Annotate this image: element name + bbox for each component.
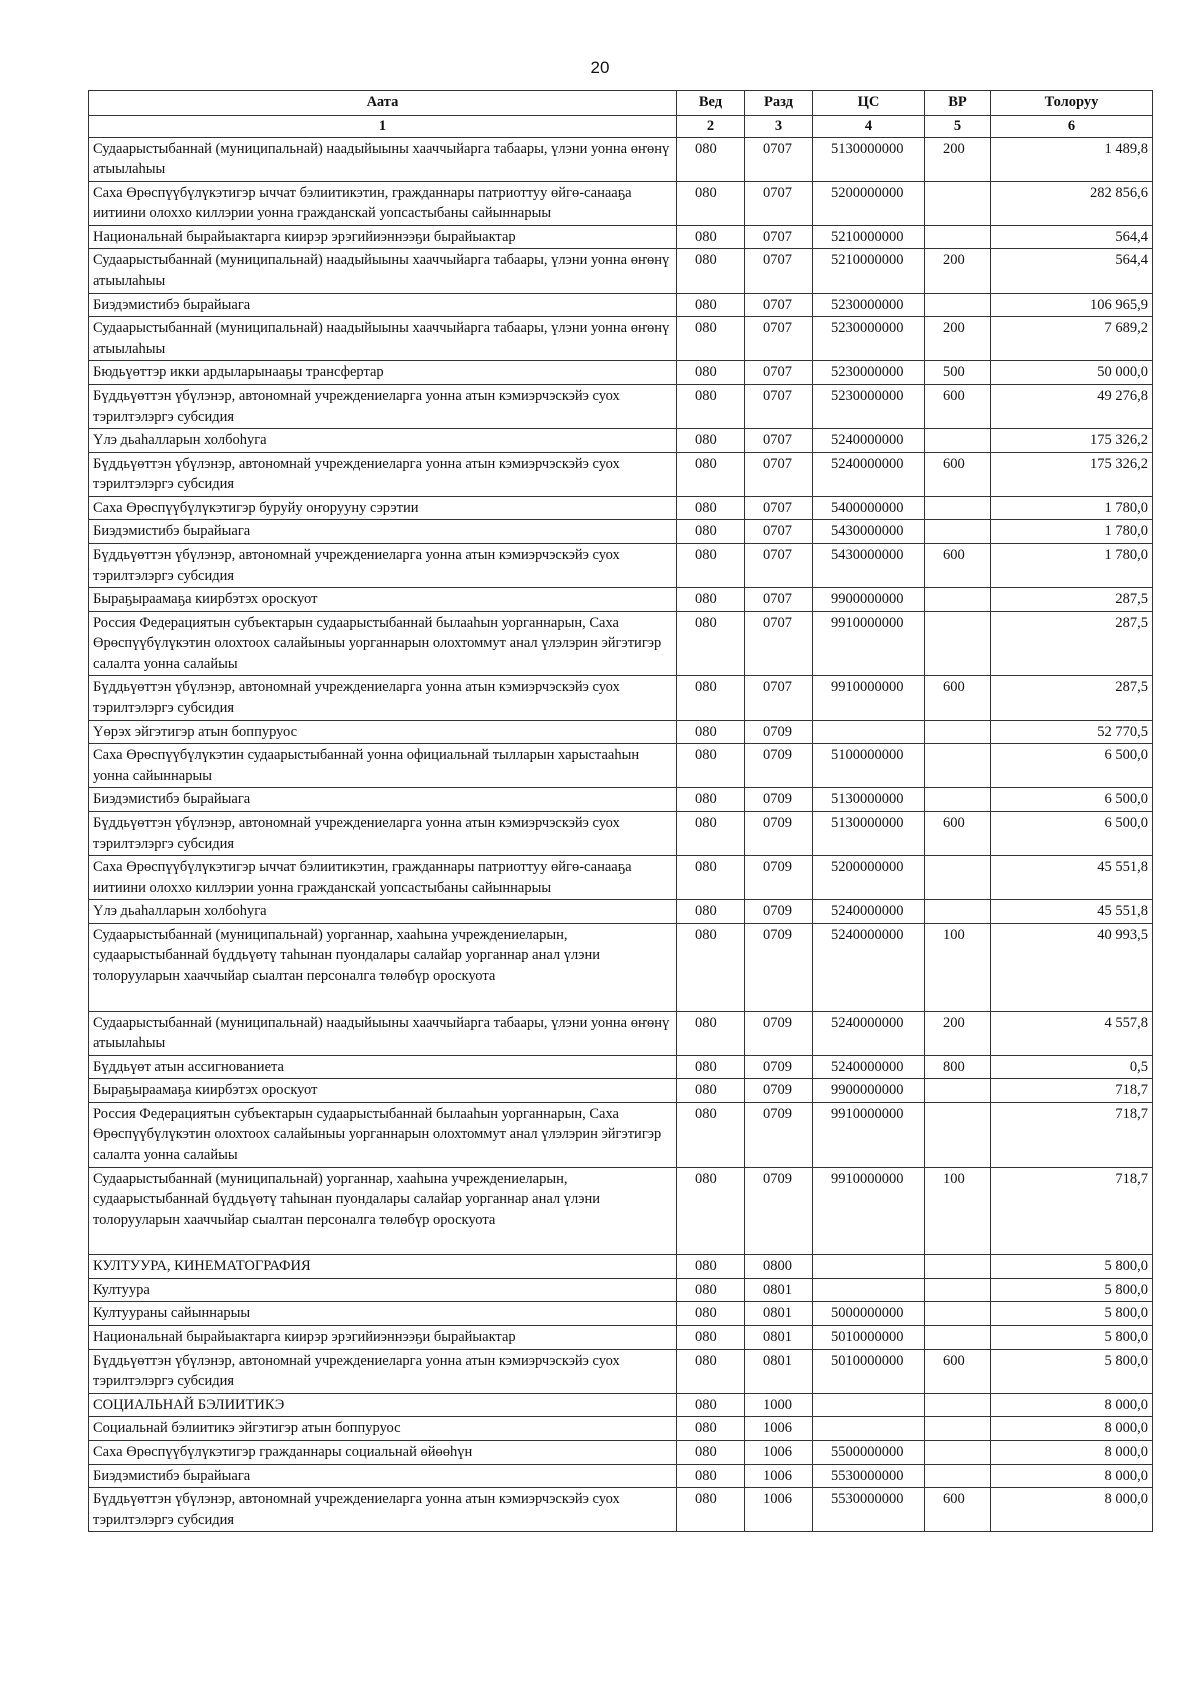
- row-vr-cell: 100: [925, 1167, 991, 1255]
- budget-table: [88, 90, 1153, 1532]
- col-number: 4: [813, 116, 925, 138]
- row-ved-cell: 080: [677, 1488, 745, 1532]
- row-name-cell: Бүддьүөттэн үбүлэнэр, автономнай учреждениеларга уонна атын кэмиэрчэскэйэ суох тэрилтэлэргэ субсидия: [89, 452, 677, 496]
- table-row: [89, 543, 1153, 587]
- row-amount-cell: 1 780,0: [991, 496, 1153, 520]
- table-row: [89, 1417, 1153, 1441]
- row-name-cell: Национальнай бырайыактарга киирэр эрэгийиэннээҕи бырайыактар: [89, 1326, 677, 1350]
- row-ved-cell: 080: [677, 1167, 745, 1255]
- table-row: [89, 1326, 1153, 1350]
- table-row: [89, 1102, 1153, 1167]
- row-amount-cell: 8 000,0: [991, 1488, 1153, 1532]
- row-name-cell: Россия Федерациятын субъектарын судаарыстыбаннай былааһын уорганнарын, Саха Өрөспүүбүлүкэтин олохтоох салайыныы уорганнарын олохтоммут анал үлэлэрин эйгэтигэр салалта уонна салайыы: [89, 1102, 677, 1167]
- col-header-cs: ЦС: [813, 91, 925, 116]
- row-cs-cell: 5130000000: [813, 137, 925, 181]
- row-cs-cell: 9910000000: [813, 1167, 925, 1255]
- row-amount-cell: 6 500,0: [991, 811, 1153, 855]
- row-amount-cell: 8 000,0: [991, 1440, 1153, 1464]
- row-vr-cell: 200: [925, 137, 991, 181]
- row-cs-cell: 5240000000: [813, 1011, 925, 1055]
- row-cs-cell: 9900000000: [813, 1079, 925, 1103]
- row-vr-cell: [925, 293, 991, 317]
- row-razd-cell: 0801: [745, 1302, 813, 1326]
- row-cs-cell: 5500000000: [813, 1440, 925, 1464]
- row-cs-cell: 5010000000: [813, 1349, 925, 1393]
- row-cs-cell: 5240000000: [813, 900, 925, 924]
- row-ved-cell: 080: [677, 543, 745, 587]
- row-ved-cell: 080: [677, 1349, 745, 1393]
- col-header-ved: Вед: [677, 91, 745, 116]
- row-razd-cell: 0707: [745, 452, 813, 496]
- row-cs-cell: 5240000000: [813, 1055, 925, 1079]
- row-ved-cell: 080: [677, 1102, 745, 1167]
- row-amount-cell: 564,4: [991, 249, 1153, 293]
- row-name-cell: Саха Өрөспүүбүлүкэтигэр буруйу оҥорууну сэрэтии: [89, 496, 677, 520]
- row-vr-cell: 200: [925, 317, 991, 361]
- row-razd-cell: 0707: [745, 611, 813, 676]
- row-ved-cell: 080: [677, 611, 745, 676]
- row-razd-cell: 0707: [745, 361, 813, 385]
- row-ved-cell: 080: [677, 317, 745, 361]
- row-ved-cell: 080: [677, 588, 745, 612]
- row-ved-cell: 080: [677, 923, 745, 1011]
- row-name-cell: КУЛТУУРА, КИНЕМАТОГРАФИЯ: [89, 1255, 677, 1279]
- row-vr-cell: [925, 720, 991, 744]
- row-razd-cell: 0709: [745, 1079, 813, 1103]
- col-header-vr: ВР: [925, 91, 991, 116]
- table-row: [89, 1349, 1153, 1393]
- row-razd-cell: 0709: [745, 811, 813, 855]
- table-row: [89, 720, 1153, 744]
- row-razd-cell: 0709: [745, 923, 813, 1011]
- row-vr-cell: 200: [925, 249, 991, 293]
- row-vr-cell: 600: [925, 543, 991, 587]
- row-ved-cell: 080: [677, 788, 745, 812]
- table-row: [89, 181, 1153, 225]
- row-cs-cell: 5230000000: [813, 293, 925, 317]
- row-ved-cell: 080: [677, 1440, 745, 1464]
- row-ved-cell: 080: [677, 1278, 745, 1302]
- row-name-cell: Судаарыстыбаннай (муниципальнай) наадыйыыны хааччыйарга табаары, үлэни уонна өҥөнү атыылаһыы: [89, 249, 677, 293]
- row-cs-cell: 9910000000: [813, 676, 925, 720]
- row-amount-cell: 1 489,8: [991, 137, 1153, 181]
- row-vr-cell: [925, 1393, 991, 1417]
- row-vr-cell: 600: [925, 676, 991, 720]
- table-row: [89, 900, 1153, 924]
- row-amount-cell: 45 551,8: [991, 856, 1153, 900]
- row-name-cell: Саха Өрөспүүбүлүкэтигэр ыччат бэлиитикэтин, гражданнары патриоттуу өйгө-санааҕа иитиини олоххо киллэрии уонна гражданскай уопсастыбаны сайыннарыы: [89, 181, 677, 225]
- table-row: [89, 1464, 1153, 1488]
- row-vr-cell: [925, 520, 991, 544]
- row-ved-cell: 080: [677, 1417, 745, 1441]
- row-cs-cell: 5530000000: [813, 1464, 925, 1488]
- row-razd-cell: 0707: [745, 181, 813, 225]
- row-ved-cell: 080: [677, 496, 745, 520]
- table-row: [89, 137, 1153, 181]
- row-name-cell: Үлэ дьаһалларын холбоһуга: [89, 429, 677, 453]
- row-cs-cell: 5230000000: [813, 317, 925, 361]
- row-name-cell: Национальнай бырайыактарга киирэр эрэгийиэннээҕи бырайыактар: [89, 225, 677, 249]
- row-ved-cell: 080: [677, 856, 745, 900]
- row-amount-cell: 6 500,0: [991, 744, 1153, 788]
- row-cs-cell: [813, 1417, 925, 1441]
- col-number: 5: [925, 116, 991, 138]
- row-cs-cell: [813, 1255, 925, 1279]
- row-vr-cell: 100: [925, 923, 991, 1011]
- row-cs-cell: 5240000000: [813, 923, 925, 1011]
- row-name-cell: Быраҕыраамаҕа киирбэтэх ороскуот: [89, 588, 677, 612]
- row-name-cell: Биэдэмистибэ бырайыага: [89, 520, 677, 544]
- row-vr-cell: 600: [925, 1349, 991, 1393]
- row-cs-cell: 5230000000: [813, 384, 925, 428]
- row-ved-cell: 080: [677, 1255, 745, 1279]
- row-ved-cell: 080: [677, 1302, 745, 1326]
- row-cs-cell: [813, 720, 925, 744]
- row-name-cell: Бүддьүөттэн үбүлэнэр, автономнай учреждениеларга уонна атын кэмиэрчэскэйэ суох тэрилтэлэргэ субсидия: [89, 1349, 677, 1393]
- row-name-cell: Саха Өрөспүүбүлүкэтигэр гражданнары социальнай өйөөһүн: [89, 1440, 677, 1464]
- row-name-cell: СОЦИАЛЬНАЙ БЭЛИИТИКЭ: [89, 1393, 677, 1417]
- row-cs-cell: 5430000000: [813, 543, 925, 587]
- table-row: [89, 1440, 1153, 1464]
- row-razd-cell: 0709: [745, 1055, 813, 1079]
- row-cs-cell: 9900000000: [813, 588, 925, 612]
- row-ved-cell: 080: [677, 744, 745, 788]
- row-vr-cell: [925, 429, 991, 453]
- row-razd-cell: 1006: [745, 1488, 813, 1532]
- row-amount-cell: 718,7: [991, 1079, 1153, 1103]
- row-ved-cell: 080: [677, 1011, 745, 1055]
- row-cs-cell: 5240000000: [813, 429, 925, 453]
- row-vr-cell: [925, 496, 991, 520]
- row-amount-cell: 5 800,0: [991, 1349, 1153, 1393]
- col-number: 6: [991, 116, 1153, 138]
- row-ved-cell: 080: [677, 1079, 745, 1103]
- row-name-cell: Бюдьүөттэр икки ардыларынааҕы трансфертар: [89, 361, 677, 385]
- row-razd-cell: 0707: [745, 429, 813, 453]
- table-row: [89, 249, 1153, 293]
- row-amount-cell: 718,7: [991, 1167, 1153, 1255]
- row-razd-cell: 1000: [745, 1393, 813, 1417]
- row-razd-cell: 0707: [745, 317, 813, 361]
- row-vr-cell: [925, 1464, 991, 1488]
- row-razd-cell: 0709: [745, 744, 813, 788]
- row-ved-cell: 080: [677, 1326, 745, 1350]
- row-amount-cell: 287,5: [991, 676, 1153, 720]
- row-vr-cell: [925, 1326, 991, 1350]
- row-ved-cell: 080: [677, 900, 745, 924]
- row-vr-cell: [925, 225, 991, 249]
- table-body: [89, 137, 1153, 1532]
- row-ved-cell: 080: [677, 811, 745, 855]
- table-row: [89, 611, 1153, 676]
- row-name-cell: Үөрэх эйгэтигэр атын боппуруос: [89, 720, 677, 744]
- row-name-cell: Социальнай бэлиитикэ эйгэтигэр атын боппуруос: [89, 1417, 677, 1441]
- row-ved-cell: 080: [677, 429, 745, 453]
- row-name-cell: Култуура: [89, 1278, 677, 1302]
- table-row: [89, 429, 1153, 453]
- row-cs-cell: 5200000000: [813, 856, 925, 900]
- row-name-cell: Россия Федерациятын субъектарын судаарыстыбаннай былааһын уорганнарын, Саха Өрөспүүбүлүкэтин олохтоох салайыныы уорганнарын олохтоммут анал үлэлэрин эйгэтигэр салалта уонна салайыы: [89, 611, 677, 676]
- table-row: [89, 1255, 1153, 1279]
- row-razd-cell: 0800: [745, 1255, 813, 1279]
- row-cs-cell: 5430000000: [813, 520, 925, 544]
- row-ved-cell: 080: [677, 1393, 745, 1417]
- row-ved-cell: 080: [677, 137, 745, 181]
- col-number: 1: [89, 116, 677, 138]
- row-cs-cell: 5130000000: [813, 811, 925, 855]
- row-cs-cell: 5100000000: [813, 744, 925, 788]
- row-name-cell: Бүддьүөттэн үбүлэнэр, автономнай учреждениеларга уонна атын кэмиэрчэскэйэ суох тэрилтэлэргэ субсидия: [89, 1488, 677, 1532]
- row-amount-cell: 106 965,9: [991, 293, 1153, 317]
- row-razd-cell: 0707: [745, 225, 813, 249]
- table-row: [89, 293, 1153, 317]
- row-vr-cell: [925, 1440, 991, 1464]
- row-name-cell: Судаарыстыбаннай (муниципальнай) наадыйыыны хааччыйарга табаары, үлэни уонна өҥөнү атыылаһыы: [89, 317, 677, 361]
- table-row: [89, 225, 1153, 249]
- row-vr-cell: [925, 900, 991, 924]
- row-cs-cell: 5210000000: [813, 249, 925, 293]
- table-row: [89, 1302, 1153, 1326]
- table-row: [89, 317, 1153, 361]
- row-vr-cell: 200: [925, 1011, 991, 1055]
- column-number-row: [89, 116, 1153, 138]
- row-amount-cell: 52 770,5: [991, 720, 1153, 744]
- row-amount-cell: 287,5: [991, 588, 1153, 612]
- row-razd-cell: 0801: [745, 1326, 813, 1350]
- row-name-cell: Култуураны сайыннарыы: [89, 1302, 677, 1326]
- row-name-cell: Биэдэмистибэ бырайыага: [89, 1464, 677, 1488]
- row-name-cell: Бүддьүөттэн үбүлэнэр, автономнай учреждениеларга уонна атын кэмиэрчэскэйэ суох тэрилтэлэргэ субсидия: [89, 811, 677, 855]
- row-razd-cell: 0707: [745, 543, 813, 587]
- row-cs-cell: 5010000000: [813, 1326, 925, 1350]
- row-amount-cell: 718,7: [991, 1102, 1153, 1167]
- col-number: 3: [745, 116, 813, 138]
- row-vr-cell: 600: [925, 811, 991, 855]
- row-vr-cell: 600: [925, 452, 991, 496]
- col-header-name: Аата: [89, 91, 677, 116]
- table-row: [89, 856, 1153, 900]
- row-razd-cell: 0709: [745, 900, 813, 924]
- table-row: [89, 1079, 1153, 1103]
- row-vr-cell: [925, 1102, 991, 1167]
- row-vr-cell: 800: [925, 1055, 991, 1079]
- row-cs-cell: 5240000000: [813, 452, 925, 496]
- row-name-cell: Бүддьүөттэн үбүлэнэр, автономнай учреждениеларга уонна атын кэмиэрчэскэйэ суох тэрилтэлэргэ субсидия: [89, 543, 677, 587]
- row-vr-cell: 600: [925, 1488, 991, 1532]
- row-name-cell: Бүддьүөттэн үбүлэнэр, автономнай учреждениеларга уонна атын кэмиэрчэскэйэ суох тэрилтэлэргэ субсидия: [89, 384, 677, 428]
- row-vr-cell: [925, 744, 991, 788]
- table-row: [89, 496, 1153, 520]
- row-amount-cell: 1 780,0: [991, 543, 1153, 587]
- row-ved-cell: 080: [677, 249, 745, 293]
- row-name-cell: Судаарыстыбаннай (муниципальнай) уорганнар, хааһына учреждениеларын, судаарыстыбаннай бүддьүөтү таһынан пуондалары салайар уорганнар анал үлэни толорууларын хааччыйар сыалтан персоналга төлөбүр ороскуота: [89, 923, 677, 1011]
- row-cs-cell: [813, 1278, 925, 1302]
- row-name-cell: Саха Өрөспүүбүлүкэтигэр ыччат бэлиитикэтин, гражданнары патриоттуу өйгө-санааҕа иитиини олоххо киллэрии уонна гражданскай уопсастыбаны сайыннарыы: [89, 856, 677, 900]
- row-cs-cell: 5530000000: [813, 1488, 925, 1532]
- row-amount-cell: 6 500,0: [991, 788, 1153, 812]
- row-ved-cell: 080: [677, 293, 745, 317]
- row-razd-cell: 1006: [745, 1464, 813, 1488]
- row-amount-cell: 175 326,2: [991, 429, 1153, 453]
- row-ved-cell: 080: [677, 1055, 745, 1079]
- row-razd-cell: 0709: [745, 1011, 813, 1055]
- table-row: [89, 788, 1153, 812]
- row-vr-cell: [925, 856, 991, 900]
- row-razd-cell: 0707: [745, 249, 813, 293]
- table-row: [89, 1011, 1153, 1055]
- row-cs-cell: 5230000000: [813, 361, 925, 385]
- row-cs-cell: 9910000000: [813, 1102, 925, 1167]
- row-vr-cell: [925, 611, 991, 676]
- row-cs-cell: 5200000000: [813, 181, 925, 225]
- row-razd-cell: 0707: [745, 520, 813, 544]
- row-name-cell: Биэдэмистибэ бырайыага: [89, 788, 677, 812]
- row-razd-cell: 1006: [745, 1417, 813, 1441]
- row-razd-cell: 0801: [745, 1278, 813, 1302]
- row-razd-cell: 0709: [745, 1102, 813, 1167]
- row-cs-cell: [813, 1393, 925, 1417]
- row-cs-cell: 5130000000: [813, 788, 925, 812]
- row-vr-cell: [925, 1079, 991, 1103]
- row-amount-cell: 49 276,8: [991, 384, 1153, 428]
- row-amount-cell: 40 993,5: [991, 923, 1153, 1011]
- row-vr-cell: [925, 1255, 991, 1279]
- table-row: [89, 1055, 1153, 1079]
- table-row: [89, 384, 1153, 428]
- row-razd-cell: 0709: [745, 1167, 813, 1255]
- table-row: [89, 923, 1153, 1011]
- table-row: [89, 811, 1153, 855]
- col-header-razd: Разд: [745, 91, 813, 116]
- table-row: [89, 1167, 1153, 1255]
- row-amount-cell: 287,5: [991, 611, 1153, 676]
- row-vr-cell: 600: [925, 384, 991, 428]
- row-vr-cell: [925, 181, 991, 225]
- row-ved-cell: 080: [677, 225, 745, 249]
- row-amount-cell: 8 000,0: [991, 1393, 1153, 1417]
- row-name-cell: Бүддьүөт атын ассигнованиета: [89, 1055, 677, 1079]
- table-row: [89, 361, 1153, 385]
- row-amount-cell: 5 800,0: [991, 1326, 1153, 1350]
- row-ved-cell: 080: [677, 720, 745, 744]
- header-row: [89, 91, 1153, 116]
- row-vr-cell: 500: [925, 361, 991, 385]
- row-ved-cell: 080: [677, 361, 745, 385]
- row-cs-cell: 5000000000: [813, 1302, 925, 1326]
- row-ved-cell: 080: [677, 520, 745, 544]
- row-vr-cell: [925, 1302, 991, 1326]
- row-amount-cell: 5 800,0: [991, 1278, 1153, 1302]
- table-row: [89, 1278, 1153, 1302]
- col-number: 2: [677, 116, 745, 138]
- row-razd-cell: 1006: [745, 1440, 813, 1464]
- row-amount-cell: 282 856,6: [991, 181, 1153, 225]
- row-name-cell: Саха Өрөспүүбүлүкэтин судаарыстыбаннай уонна официальнай тылларын харыстааһын уонна сайыннарыы: [89, 744, 677, 788]
- row-name-cell: Судаарыстыбаннай (муниципальнай) наадыйыыны хааччыйарга табаары, үлэни уонна өҥөнү атыылаһыы: [89, 1011, 677, 1055]
- row-ved-cell: 080: [677, 452, 745, 496]
- row-ved-cell: 080: [677, 676, 745, 720]
- table-row: [89, 1488, 1153, 1532]
- row-name-cell: Быраҕыраамаҕа киирбэтэх ороскуот: [89, 1079, 677, 1103]
- row-vr-cell: [925, 588, 991, 612]
- row-cs-cell: 9910000000: [813, 611, 925, 676]
- row-razd-cell: 0707: [745, 137, 813, 181]
- row-amount-cell: 45 551,8: [991, 900, 1153, 924]
- row-razd-cell: 0709: [745, 856, 813, 900]
- table-row: [89, 1393, 1153, 1417]
- row-razd-cell: 0707: [745, 676, 813, 720]
- table-row: [89, 676, 1153, 720]
- page-number: 20: [590, 58, 610, 77]
- row-ved-cell: 080: [677, 384, 745, 428]
- row-ved-cell: 080: [677, 181, 745, 225]
- row-amount-cell: 5 800,0: [991, 1255, 1153, 1279]
- row-razd-cell: 0709: [745, 720, 813, 744]
- row-cs-cell: 5400000000: [813, 496, 925, 520]
- table-row: [89, 520, 1153, 544]
- row-amount-cell: 1 780,0: [991, 520, 1153, 544]
- row-vr-cell: [925, 1278, 991, 1302]
- row-ved-cell: 080: [677, 1464, 745, 1488]
- row-amount-cell: 5 800,0: [991, 1302, 1153, 1326]
- table-row: [89, 588, 1153, 612]
- row-amount-cell: 175 326,2: [991, 452, 1153, 496]
- row-name-cell: Үлэ дьаһалларын холбоһуга: [89, 900, 677, 924]
- table-row: [89, 744, 1153, 788]
- row-amount-cell: 8 000,0: [991, 1464, 1153, 1488]
- col-header-amount: Толоруу: [991, 91, 1153, 116]
- row-razd-cell: 0709: [745, 788, 813, 812]
- row-razd-cell: 0707: [745, 384, 813, 428]
- row-razd-cell: 0707: [745, 496, 813, 520]
- row-razd-cell: 0707: [745, 293, 813, 317]
- row-name-cell: Судаарыстыбаннай (муниципальнай) уорганнар, хааһына учреждениеларын, судаарыстыбаннай бүддьүөтү таһынан пуондалары салайар уорганнар анал үлэни толорууларын хааччыйар сыалтан персоналга төлөбүр ороскуота: [89, 1167, 677, 1255]
- row-name-cell: Биэдэмистибэ бырайыага: [89, 293, 677, 317]
- row-razd-cell: 0801: [745, 1349, 813, 1393]
- row-name-cell: Бүддьүөттэн үбүлэнэр, автономнай учреждениеларга уонна атын кэмиэрчэскэйэ суох тэрилтэлэргэ субсидия: [89, 676, 677, 720]
- row-amount-cell: 50 000,0: [991, 361, 1153, 385]
- row-vr-cell: [925, 788, 991, 812]
- row-amount-cell: 0,5: [991, 1055, 1153, 1079]
- row-amount-cell: 4 557,8: [991, 1011, 1153, 1055]
- row-amount-cell: 564,4: [991, 225, 1153, 249]
- row-amount-cell: 7 689,2: [991, 317, 1153, 361]
- row-vr-cell: [925, 1417, 991, 1441]
- row-name-cell: Судаарыстыбаннай (муниципальнай) наадыйыыны хааччыйарга табаары, үлэни уонна өҥөнү атыылаһыы: [89, 137, 677, 181]
- row-cs-cell: 5210000000: [813, 225, 925, 249]
- table-row: [89, 452, 1153, 496]
- row-razd-cell: 0707: [745, 588, 813, 612]
- row-amount-cell: 8 000,0: [991, 1417, 1153, 1441]
